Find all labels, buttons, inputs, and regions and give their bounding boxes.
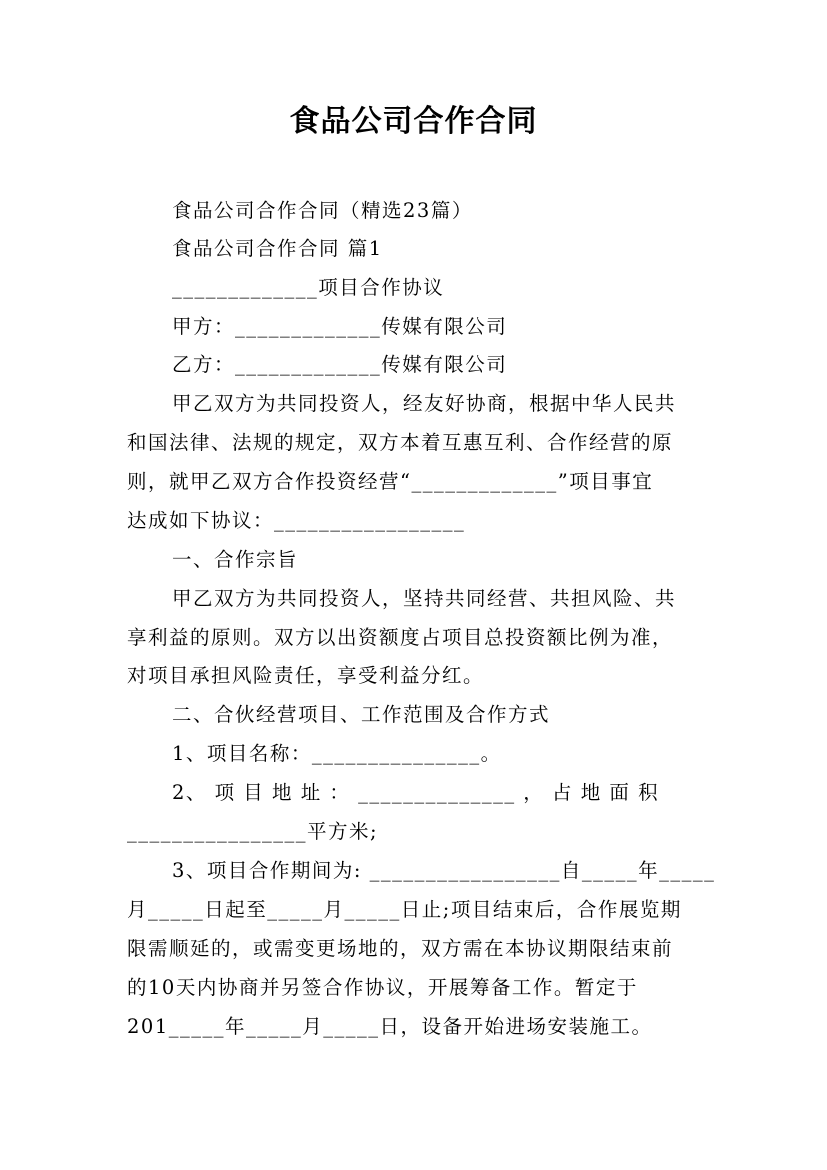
paragraph-line: 达成如下协议：_________________: [127, 509, 466, 532]
section-heading: 二、合伙经营项目、工作范围及合作方式: [172, 703, 551, 726]
paragraph-line: 1、项目名称：_______________。: [172, 742, 502, 765]
subtitle-line: 食品公司合作合同（精选23篇）: [172, 199, 473, 222]
section-heading: 一、合作宗旨: [172, 548, 299, 571]
paragraph-line: ________________平方米;: [127, 820, 379, 843]
paragraph-line: 3、项目合作期间为: _________________自_____年_____: [172, 859, 716, 882]
chapter-heading: 食品公司合作合同 篇1: [172, 237, 383, 260]
paragraph-line: 月_____日起至_____月_____日止;项目结束后，合作展览期: [127, 898, 682, 921]
paragraph-line: 享利益的原则。双方以出资额度占项目总投资额比例为准，: [127, 626, 674, 649]
party-a-line: 甲方：_____________传媒有限公司: [172, 315, 508, 338]
agreement-name-line: _____________项目合作协议: [172, 276, 445, 299]
paragraph-line: 则，就甲乙双方合作投资经营“_____________”项目事宜: [127, 470, 654, 493]
paragraph-line: 限需顺延的，或需变更场地的，双方需在本协议期限结束前: [127, 937, 674, 960]
paragraph-line: 甲乙双方为共同投资人，经友好协商，根据中华人民共: [172, 392, 677, 415]
party-b-line: 乙方：_____________传媒有限公司: [172, 353, 508, 376]
paragraph-line: 甲乙双方为共同投资人，坚持共同经营、共担风险、共: [172, 587, 677, 610]
paragraph-line: 201_____年_____月_____日，设备开始进场安装施工。: [127, 1015, 653, 1038]
paragraph-line: 2、 项 目 地 址 ： ______________ ， 占 地 面 积: [172, 781, 660, 804]
paragraph-line: 的10天内协商并另签合作协议，开展筹备工作。暂定于: [127, 976, 638, 999]
paragraph-line: 和国法律、法规的规定，双方本着互惠互利、合作经营的原: [127, 431, 674, 454]
document-title: 食品公司合作合同: [289, 104, 538, 139]
paragraph-line: 对项目承担风险责任，享受利益分红。: [127, 664, 485, 687]
